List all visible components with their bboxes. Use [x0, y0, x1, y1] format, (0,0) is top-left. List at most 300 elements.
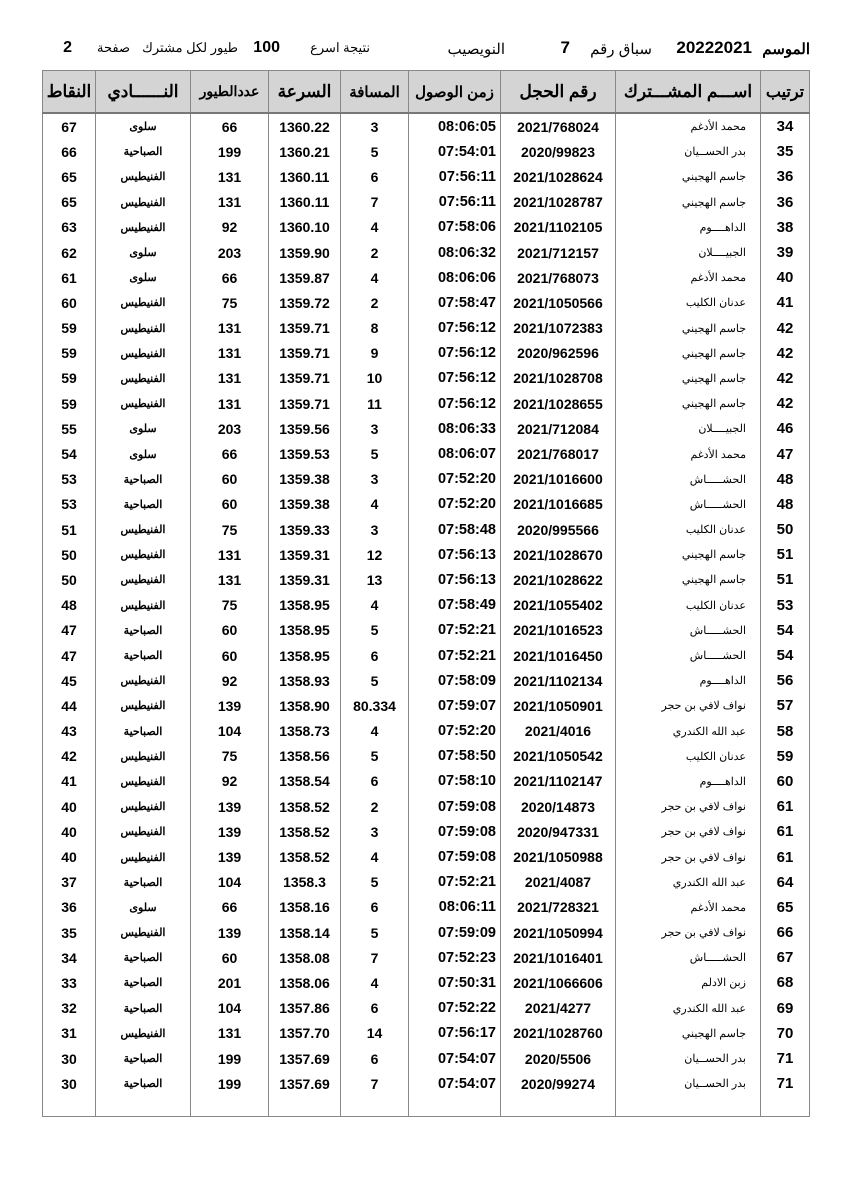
cell-birds: 92 [191, 668, 269, 693]
cell-time: 07:59:08 [409, 819, 501, 844]
table-row [43, 113, 810, 139]
cell-time: 07:58:09 [409, 668, 501, 693]
cell-ring: 2021/728321 [501, 895, 616, 920]
cell-name: جاسم الهجيني [616, 1021, 761, 1046]
cell-time: 07:52:23 [409, 945, 501, 970]
cell-distance: 5 [341, 870, 409, 895]
cell-points: 36 [43, 895, 96, 920]
cell-distance: 4 [341, 593, 409, 618]
cell-name: الحشـــــاش [616, 492, 761, 517]
cell-ring: 2021/1016685 [501, 492, 616, 517]
results-table [42, 70, 810, 1117]
cell-points: 65 [43, 190, 96, 215]
cell-birds: 131 [191, 190, 269, 215]
cell-rank: 41 [761, 290, 810, 315]
cell-speed: 1358.16 [269, 895, 341, 920]
cell-rank: 50 [761, 517, 810, 542]
cell-time: 07:56:11 [409, 164, 501, 189]
cell-birds: 203 [191, 240, 269, 265]
cell-speed: 1359.31 [269, 542, 341, 567]
cell-speed: 1359.38 [269, 467, 341, 492]
cell-points: 65 [43, 164, 96, 189]
cell-name: نواف لافي بن حجر [616, 693, 761, 718]
cell-time: 07:52:22 [409, 996, 501, 1021]
cell-ring: 2021/1028670 [501, 542, 616, 567]
cell-time: 07:56:11 [409, 190, 501, 215]
cell-rank: 71 [761, 1071, 810, 1096]
cell-rank: 46 [761, 416, 810, 441]
empty-cell [43, 1096, 96, 1117]
table-row [43, 1071, 810, 1096]
col-speed: السرعة [269, 71, 341, 114]
cell-birds: 131 [191, 164, 269, 189]
cell-ring: 2020/99823 [501, 139, 616, 164]
cell-points: 54 [43, 441, 96, 466]
cell-ring: 2021/1028760 [501, 1021, 616, 1046]
cell-points: 31 [43, 1021, 96, 1046]
cell-points: 30 [43, 1071, 96, 1096]
table-row [43, 341, 810, 366]
cell-time: 07:52:20 [409, 719, 501, 744]
cell-rank: 56 [761, 668, 810, 693]
cell-ring: 2021/1016401 [501, 945, 616, 970]
cell-speed: 1360.10 [269, 215, 341, 240]
cell-name: عدنان الكليب [616, 290, 761, 315]
cell-club: الصباحية [96, 870, 191, 895]
cell-ring: 2021/712157 [501, 240, 616, 265]
cell-rank: 66 [761, 920, 810, 945]
cell-ring: 2021/1016600 [501, 467, 616, 492]
cell-points: 35 [43, 920, 96, 945]
cell-birds: 199 [191, 139, 269, 164]
cell-rank: 39 [761, 240, 810, 265]
cell-club: سلوى [96, 441, 191, 466]
page-number: 2 [63, 39, 72, 56]
cell-birds: 60 [191, 618, 269, 643]
cell-speed: 1360.11 [269, 164, 341, 189]
cell-points: 44 [43, 693, 96, 718]
cell-club: الصباحية [96, 996, 191, 1021]
cell-club: الصباحية [96, 719, 191, 744]
cell-time: 08:06:06 [409, 265, 501, 290]
cell-rank: 61 [761, 844, 810, 869]
cell-time: 08:06:33 [409, 416, 501, 441]
cell-distance: 6 [341, 1046, 409, 1071]
col-ring-number: رقم الحجل [501, 71, 616, 114]
cell-speed: 1358.52 [269, 794, 341, 819]
cell-distance: 7 [341, 945, 409, 970]
cell-speed: 1358.73 [269, 719, 341, 744]
cell-club: الصباحية [96, 1071, 191, 1096]
cell-rank: 47 [761, 441, 810, 466]
cell-distance: 4 [341, 215, 409, 240]
cell-speed: 1358.93 [269, 668, 341, 693]
cell-birds: 139 [191, 920, 269, 945]
cell-birds: 66 [191, 895, 269, 920]
cell-time: 07:58:10 [409, 769, 501, 794]
cell-speed: 1358.3 [269, 870, 341, 895]
table-row [43, 643, 810, 668]
cell-club: سلوى [96, 265, 191, 290]
cell-speed: 1358.52 [269, 819, 341, 844]
cell-speed: 1359.87 [269, 265, 341, 290]
cell-speed: 1358.08 [269, 945, 341, 970]
cell-points: 47 [43, 643, 96, 668]
cell-club: الصباحية [96, 1046, 191, 1071]
cell-ring: 2020/99274 [501, 1071, 616, 1096]
cell-distance: 5 [341, 139, 409, 164]
cell-ring: 2021/1050542 [501, 744, 616, 769]
cell-distance: 11 [341, 391, 409, 416]
table-row [43, 190, 810, 215]
cell-distance: 6 [341, 769, 409, 794]
cell-ring: 2021/1028624 [501, 164, 616, 189]
cell-distance: 4 [341, 492, 409, 517]
cell-rank: 36 [761, 164, 810, 189]
table-row [43, 593, 810, 618]
cell-birds: 92 [191, 769, 269, 794]
cell-distance: 3 [341, 819, 409, 844]
cell-birds: 75 [191, 517, 269, 542]
col-distance: المسافة [341, 71, 409, 114]
table-row [43, 215, 810, 240]
cell-birds: 104 [191, 996, 269, 1021]
result-count: 100 [253, 39, 280, 56]
cell-birds: 199 [191, 1046, 269, 1071]
cell-points: 55 [43, 416, 96, 441]
cell-ring: 2020/5506 [501, 1046, 616, 1071]
cell-distance: 4 [341, 265, 409, 290]
table-row [43, 416, 810, 441]
cell-points: 43 [43, 719, 96, 744]
cell-birds: 66 [191, 441, 269, 466]
cell-distance: 7 [341, 1071, 409, 1096]
table-header-row [43, 71, 810, 114]
table-row [43, 844, 810, 869]
cell-birds: 131 [191, 341, 269, 366]
cell-speed: 1360.21 [269, 139, 341, 164]
cell-speed: 1358.52 [269, 844, 341, 869]
cell-points: 53 [43, 492, 96, 517]
cell-club: سلوى [96, 416, 191, 441]
cell-time: 08:06:11 [409, 895, 501, 920]
cell-rank: 59 [761, 744, 810, 769]
cell-points: 66 [43, 139, 96, 164]
cell-ring: 2021/1102105 [501, 215, 616, 240]
cell-birds: 131 [191, 567, 269, 592]
cell-distance: 2 [341, 240, 409, 265]
cell-club: الفنيطيس [96, 290, 191, 315]
cell-ring: 2021/1050994 [501, 920, 616, 945]
cell-time: 07:59:08 [409, 794, 501, 819]
cell-birds: 60 [191, 945, 269, 970]
cell-time: 07:59:08 [409, 844, 501, 869]
table-row [43, 744, 810, 769]
cell-time: 07:56:13 [409, 542, 501, 567]
cell-ring: 2021/1050901 [501, 693, 616, 718]
cell-speed: 1359.71 [269, 341, 341, 366]
cell-time: 07:56:17 [409, 1021, 501, 1046]
cell-distance: 5 [341, 744, 409, 769]
cell-speed: 1359.71 [269, 316, 341, 341]
cell-club: الفنيطيس [96, 769, 191, 794]
cell-club: سلوى [96, 240, 191, 265]
cell-ring: 2021/1050988 [501, 844, 616, 869]
cell-ring: 2021/4087 [501, 870, 616, 895]
cell-birds: 131 [191, 366, 269, 391]
cell-ring: 2021/4016 [501, 719, 616, 744]
cell-birds: 104 [191, 870, 269, 895]
cell-name: الحشـــــاش [616, 945, 761, 970]
cell-name: جاسم الهجيني [616, 341, 761, 366]
cell-name: الجبيــــلان [616, 240, 761, 265]
cell-distance: 5 [341, 618, 409, 643]
cell-distance: 5 [341, 668, 409, 693]
cell-club: الفنيطيس [96, 517, 191, 542]
cell-name: نواف لافي بن حجر [616, 819, 761, 844]
cell-club: الصباحية [96, 643, 191, 668]
cell-ring: 2020/962596 [501, 341, 616, 366]
table-row [43, 769, 810, 794]
cell-rank: 61 [761, 794, 810, 819]
cell-time: 07:52:21 [409, 618, 501, 643]
cell-rank: 60 [761, 769, 810, 794]
cell-birds: 60 [191, 643, 269, 668]
cell-ring: 2020/14873 [501, 794, 616, 819]
cell-speed: 1358.54 [269, 769, 341, 794]
empty-cell [191, 1096, 269, 1117]
cell-speed: 1358.95 [269, 643, 341, 668]
table-row [43, 693, 810, 718]
cell-club: سلوى [96, 113, 191, 139]
cell-points: 45 [43, 668, 96, 693]
cell-name: جاسم الهجيني [616, 391, 761, 416]
table-row [43, 870, 810, 895]
cell-rank: 67 [761, 945, 810, 970]
cell-name: نواف لافي بن حجر [616, 920, 761, 945]
cell-club: الفنيطيس [96, 164, 191, 189]
cell-ring: 2021/1028622 [501, 567, 616, 592]
cell-points: 61 [43, 265, 96, 290]
cell-points: 62 [43, 240, 96, 265]
cell-name: الحشـــــاش [616, 618, 761, 643]
table-row [43, 668, 810, 693]
table-row [43, 1046, 810, 1071]
cell-name: محمد الأدغم [616, 441, 761, 466]
cell-speed: 1358.56 [269, 744, 341, 769]
cell-ring: 2021/768073 [501, 265, 616, 290]
cell-time: 07:52:21 [409, 643, 501, 668]
cell-birds: 201 [191, 970, 269, 995]
cell-speed: 1357.69 [269, 1046, 341, 1071]
cell-ring: 2021/1050566 [501, 290, 616, 315]
season-value: 20222021 [676, 38, 752, 57]
cell-rank: 68 [761, 970, 810, 995]
col-points: النقاط [43, 71, 96, 114]
cell-name: جاسم الهجيني [616, 190, 761, 215]
table-row [43, 719, 810, 744]
cell-speed: 1357.69 [269, 1071, 341, 1096]
cell-rank: 64 [761, 870, 810, 895]
cell-name: نواف لافي بن حجر [616, 844, 761, 869]
cell-club: الفنيطيس [96, 693, 191, 718]
cell-club: الفنيطيس [96, 744, 191, 769]
cell-speed: 1358.90 [269, 693, 341, 718]
cell-distance: 6 [341, 895, 409, 920]
cell-ring: 2021/768024 [501, 113, 616, 139]
cell-name: الداهــــوم [616, 215, 761, 240]
cell-ring: 2021/1102134 [501, 668, 616, 693]
cell-rank: 48 [761, 467, 810, 492]
cell-club: الصباحية [96, 139, 191, 164]
cell-ring: 2021/1102147 [501, 769, 616, 794]
cell-distance: 6 [341, 996, 409, 1021]
page-header [40, 40, 810, 64]
cell-club: سلوى [96, 895, 191, 920]
table-row [43, 492, 810, 517]
cell-speed: 1358.06 [269, 970, 341, 995]
cell-speed: 1359.90 [269, 240, 341, 265]
cell-birds: 75 [191, 593, 269, 618]
cell-club: الفنيطيس [96, 341, 191, 366]
table-row [43, 542, 810, 567]
cell-ring: 2021/1028655 [501, 391, 616, 416]
cell-rank: 58 [761, 719, 810, 744]
cell-speed: 1358.95 [269, 593, 341, 618]
table-row [43, 164, 810, 189]
empty-cell [501, 1096, 616, 1117]
cell-time: 07:58:50 [409, 744, 501, 769]
cell-distance: 5 [341, 441, 409, 466]
table-row [43, 265, 810, 290]
cell-points: 59 [43, 366, 96, 391]
cell-ring: 2021/712084 [501, 416, 616, 441]
cell-rank: 35 [761, 139, 810, 164]
cell-name: الداهــــوم [616, 769, 761, 794]
cell-speed: 1359.72 [269, 290, 341, 315]
cell-points: 40 [43, 819, 96, 844]
cell-points: 50 [43, 567, 96, 592]
cell-birds: 139 [191, 844, 269, 869]
cell-time: 08:06:32 [409, 240, 501, 265]
cell-club: الفنيطيس [96, 920, 191, 945]
cell-club: الصباحية [96, 492, 191, 517]
col-club: النــــــادي [96, 71, 191, 114]
cell-name: جاسم الهجيني [616, 164, 761, 189]
cell-time: 07:52:21 [409, 870, 501, 895]
cell-rank: 48 [761, 492, 810, 517]
cell-time: 07:54:07 [409, 1071, 501, 1096]
page-label: صفحة [97, 40, 130, 55]
cell-ring: 2021/1028708 [501, 366, 616, 391]
cell-points: 53 [43, 467, 96, 492]
table-row [43, 139, 810, 164]
race-number: 7 [560, 38, 570, 57]
cell-ring: 2021/1016450 [501, 643, 616, 668]
cell-birds: 131 [191, 316, 269, 341]
cell-rank: 42 [761, 341, 810, 366]
cell-speed: 1359.38 [269, 492, 341, 517]
cell-name: زبن الادلم [616, 970, 761, 995]
table-row [43, 366, 810, 391]
table-row [43, 920, 810, 945]
cell-distance: 14 [341, 1021, 409, 1046]
cell-time: 07:58:48 [409, 517, 501, 542]
cell-distance: 8 [341, 316, 409, 341]
table-row [43, 316, 810, 341]
cell-distance: 2 [341, 794, 409, 819]
cell-time: 07:58:49 [409, 593, 501, 618]
cell-birds: 104 [191, 719, 269, 744]
cell-points: 63 [43, 215, 96, 240]
cell-club: الفنيطيس [96, 844, 191, 869]
cell-points: 41 [43, 769, 96, 794]
cell-time: 07:54:01 [409, 139, 501, 164]
cell-speed: 1359.56 [269, 416, 341, 441]
cell-time: 07:56:13 [409, 567, 501, 592]
cell-points: 59 [43, 316, 96, 341]
cell-rank: 70 [761, 1021, 810, 1046]
cell-speed: 1359.33 [269, 517, 341, 542]
cell-distance: 9 [341, 341, 409, 366]
cell-club: الصباحية [96, 618, 191, 643]
cell-rank: 69 [761, 996, 810, 1021]
cell-speed: 1357.86 [269, 996, 341, 1021]
cell-points: 32 [43, 996, 96, 1021]
cell-club: الفنيطيس [96, 215, 191, 240]
table-row [43, 441, 810, 466]
col-arrival-time: زمن الوصول [409, 71, 501, 114]
cell-speed: 1359.53 [269, 441, 341, 466]
empty-cell [616, 1096, 761, 1117]
table-row [43, 240, 810, 265]
cell-time: 07:58:47 [409, 290, 501, 315]
cell-ring: 2021/1055402 [501, 593, 616, 618]
cell-birds: 131 [191, 542, 269, 567]
cell-time: 07:56:12 [409, 366, 501, 391]
cell-time: 07:58:06 [409, 215, 501, 240]
col-participant-name: اســـم المشـــترك [616, 71, 761, 114]
cell-birds: 92 [191, 215, 269, 240]
cell-rank: 54 [761, 618, 810, 643]
cell-ring: 2021/1072383 [501, 316, 616, 341]
cell-speed: 1359.71 [269, 366, 341, 391]
cell-rank: 42 [761, 366, 810, 391]
cell-name: بدر الحســيان [616, 1046, 761, 1071]
cell-time: 08:06:07 [409, 441, 501, 466]
cell-time: 07:56:12 [409, 391, 501, 416]
cell-club: الصباحية [96, 945, 191, 970]
table-row [43, 794, 810, 819]
table-bottom-spacer [43, 1096, 810, 1117]
cell-name: محمد الأدغم [616, 265, 761, 290]
cell-speed: 1358.95 [269, 618, 341, 643]
cell-rank: 42 [761, 316, 810, 341]
season-label: الموسم [762, 41, 810, 58]
cell-time: 07:56:12 [409, 316, 501, 341]
cell-rank: 34 [761, 113, 810, 139]
cell-birds: 139 [191, 819, 269, 844]
cell-distance: 80.334 [341, 693, 409, 718]
cell-distance: 3 [341, 113, 409, 139]
table-row [43, 895, 810, 920]
cell-points: 40 [43, 794, 96, 819]
cell-name: عبد الله الكندري [616, 996, 761, 1021]
cell-points: 51 [43, 517, 96, 542]
cell-rank: 65 [761, 895, 810, 920]
cell-club: الفنيطيس [96, 1021, 191, 1046]
cell-points: 59 [43, 391, 96, 416]
